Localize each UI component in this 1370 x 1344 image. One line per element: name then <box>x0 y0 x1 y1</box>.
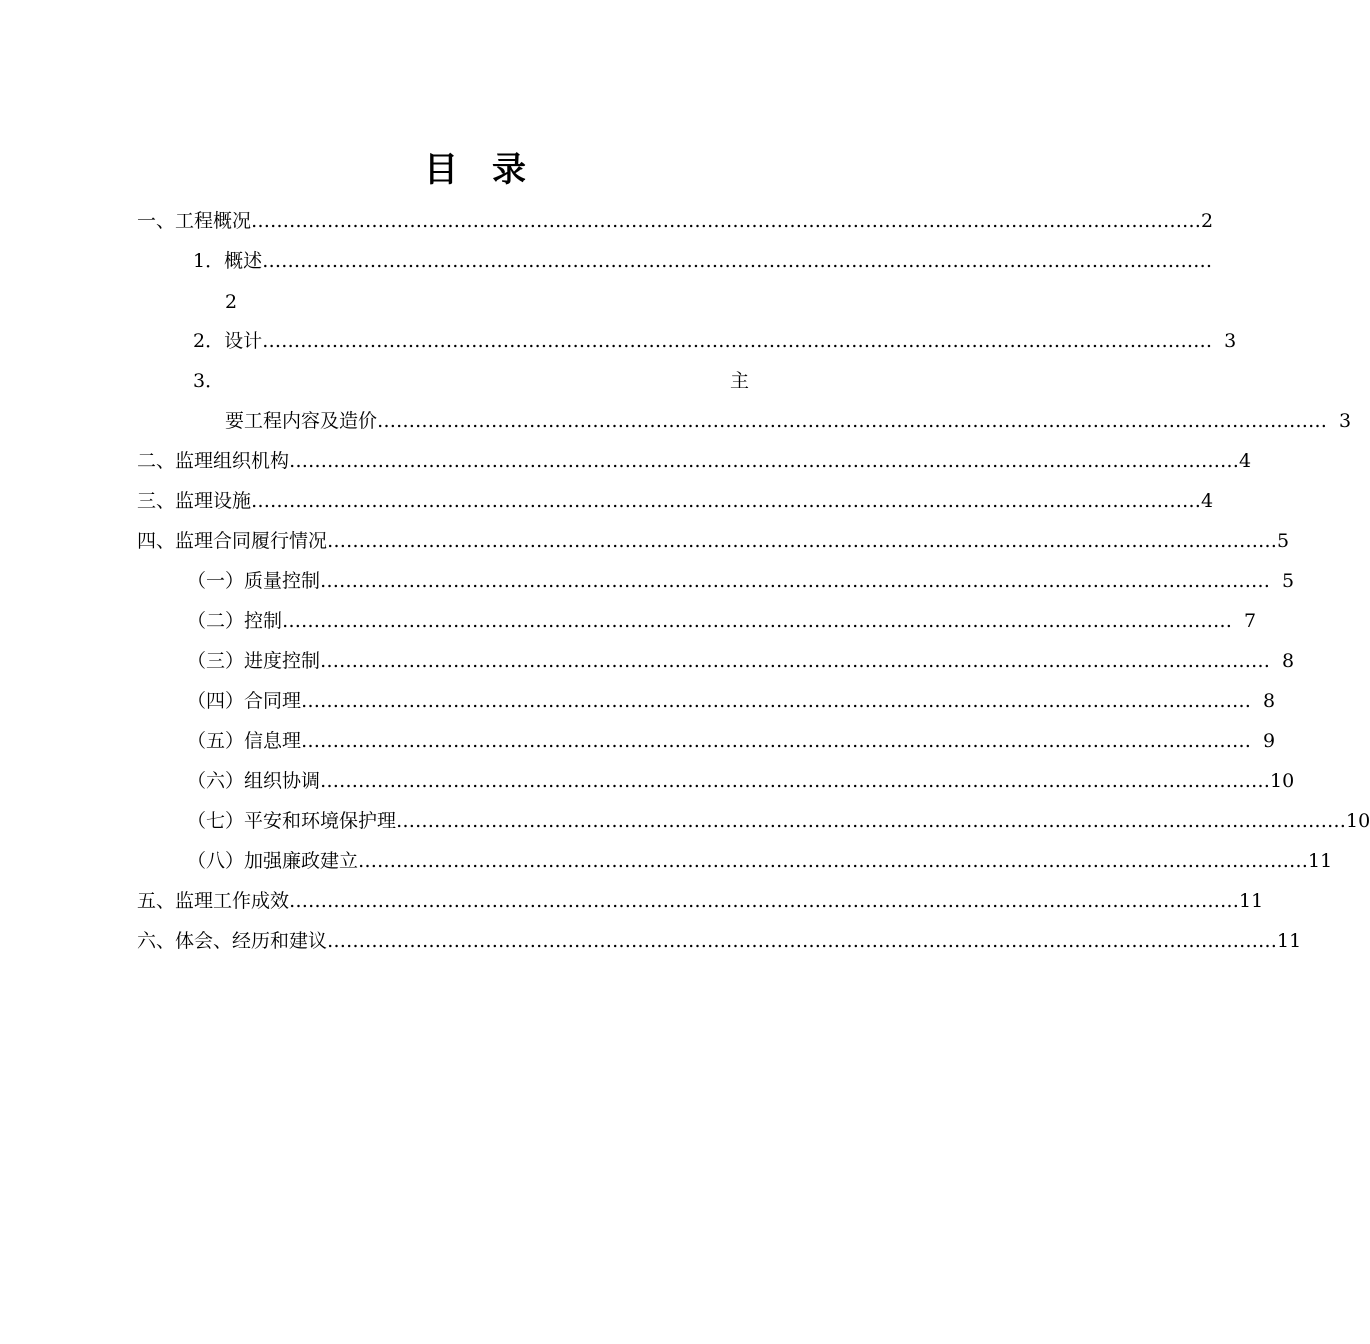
toc-page-number: 11 <box>1308 850 1333 872</box>
toc-number: 1． <box>193 250 225 272</box>
toc-number: 二、 <box>137 450 176 472</box>
toc-entry-s4-2[interactable] <box>187 601 1257 641</box>
toc-leader: …………………………………………………………………………………………………………………………………… <box>251 490 1202 512</box>
toc-entry-s1-1[interactable] <box>193 241 1213 281</box>
toc-label: 体会、经历和建议 <box>175 930 328 952</box>
toc-page-number: 10 <box>1346 810 1370 832</box>
toc-number: （一） <box>187 570 245 592</box>
toc-label-head: 主 <box>729 370 749 392</box>
toc-leader: …………………………………………………………………………………………………………………………………… <box>262 250 1213 272</box>
toc-page-number: 3 <box>1224 330 1237 352</box>
toc-label: 工程概况 <box>175 210 252 232</box>
toc-leader: …………………………………………………………………………………………………………………………………… <box>262 330 1213 352</box>
toc-page-number: 5 <box>1282 570 1295 592</box>
toc-leader: …………………………………………………………………………………………………………………………………… <box>377 410 1328 432</box>
toc-entry-s4[interactable] <box>137 521 1290 561</box>
toc-label: 概述 <box>224 250 263 272</box>
toc-entry-s3[interactable] <box>137 481 1214 521</box>
toc-label: 组织协调 <box>244 770 321 792</box>
toc-number: 2． <box>193 330 225 352</box>
toc-label: 信息理 <box>244 730 302 752</box>
toc-number: （六） <box>187 770 245 792</box>
toc-number: （三） <box>187 650 245 672</box>
toc-number: （二） <box>187 610 245 632</box>
toc-leader: …………………………………………………………………………………………………………………………………… <box>396 810 1347 832</box>
toc-page-number: 3 <box>1339 410 1352 432</box>
page-title: 目 录 <box>424 150 526 190</box>
toc-leader: …………………………………………………………………………………………………………………………………… <box>320 770 1271 792</box>
toc-page-number: 2 <box>1201 210 1214 232</box>
toc-leader: …………………………………………………………………………………………………………………………………… <box>282 610 1233 632</box>
toc-number: 一、 <box>137 210 176 232</box>
toc-entry-s4-4[interactable] <box>187 681 1276 721</box>
toc-entry-s4-6[interactable] <box>187 761 1295 801</box>
toc-number: 四、 <box>137 530 176 552</box>
toc-label: 合同理 <box>244 690 302 712</box>
toc-page-number: 10 <box>1270 770 1295 792</box>
toc-leader: …………………………………………………………………………………………………………………………………… <box>289 450 1240 472</box>
toc-page-number: 7 <box>1244 610 1257 632</box>
toc-label-tail: 要工程内容及造价 <box>225 410 378 432</box>
toc-leader: …………………………………………………………………………………………………………………………………… <box>358 850 1309 872</box>
toc-entry-s1-3[interactable] <box>193 361 749 401</box>
toc-label: 监理设施 <box>175 490 252 512</box>
toc-entry-s4-3[interactable] <box>187 641 1295 681</box>
toc-entry-s1-1-page <box>225 282 237 322</box>
toc-page-number: 2 <box>225 291 238 313</box>
toc-page-number: 11 <box>1239 890 1264 912</box>
toc-entry-s4-1[interactable] <box>187 561 1295 601</box>
toc-leader: …………………………………………………………………………………………………………………………………… <box>251 210 1202 232</box>
toc-page-number: 5 <box>1277 530 1290 552</box>
toc-leader: …………………………………………………………………………………………………………………………………… <box>289 890 1240 912</box>
toc-page-number: 8 <box>1263 690 1276 712</box>
toc-label: 平安和环境保护理 <box>244 810 397 832</box>
toc-entry-s1-3-cont <box>225 401 1352 441</box>
toc-entry-s1[interactable] <box>137 201 1214 241</box>
toc-number: 五、 <box>137 890 176 912</box>
toc-label: 监理组织机构 <box>175 450 290 472</box>
toc-page-number: 11 <box>1277 930 1302 952</box>
toc-leader: …………………………………………………………………………………………………………………………………… <box>320 650 1271 672</box>
toc-number: （七） <box>187 810 245 832</box>
toc-page-number: 4 <box>1201 490 1214 512</box>
toc-label: 设计 <box>224 330 263 352</box>
toc-page-number: 8 <box>1282 650 1295 672</box>
toc-leader: …………………………………………………………………………………………………………………………………… <box>301 690 1252 712</box>
toc-leader: …………………………………………………………………………………………………………………………………… <box>320 570 1271 592</box>
toc-number: （八） <box>187 850 245 872</box>
toc-leader: …………………………………………………………………………………………………………………………………… <box>327 930 1278 952</box>
toc-label: 监理合同履行情况 <box>175 530 328 552</box>
toc-number: （五） <box>187 730 245 752</box>
toc-page-number: 4 <box>1239 450 1252 472</box>
toc-entry-s5[interactable] <box>137 881 1264 921</box>
toc-label: 监理工作成效 <box>175 890 290 912</box>
toc-number: 三、 <box>137 490 176 512</box>
toc-page-number: 9 <box>1263 730 1276 752</box>
toc-number: 六、 <box>137 930 176 952</box>
toc-entry-s4-5[interactable] <box>187 721 1276 761</box>
toc-entry-s2[interactable] <box>137 441 1252 481</box>
toc-entry-s4-7[interactable] <box>187 801 1370 841</box>
toc-leader: …………………………………………………………………………………………………………………………………… <box>301 730 1252 752</box>
toc-number: （四） <box>187 690 245 712</box>
toc-label: 质量控制 <box>244 570 321 592</box>
toc-label: 加强廉政建立 <box>244 850 359 872</box>
toc-number: 3． <box>193 370 225 392</box>
toc-entry-s6[interactable] <box>137 921 1302 961</box>
toc-leader: …………………………………………………………………………………………………………………………………… <box>327 530 1278 552</box>
toc-entry-s4-8[interactable] <box>187 841 1333 881</box>
toc-label: 进度控制 <box>244 650 321 672</box>
toc-label: 控制 <box>244 610 283 632</box>
toc-entry-s1-2[interactable] <box>193 321 1237 361</box>
